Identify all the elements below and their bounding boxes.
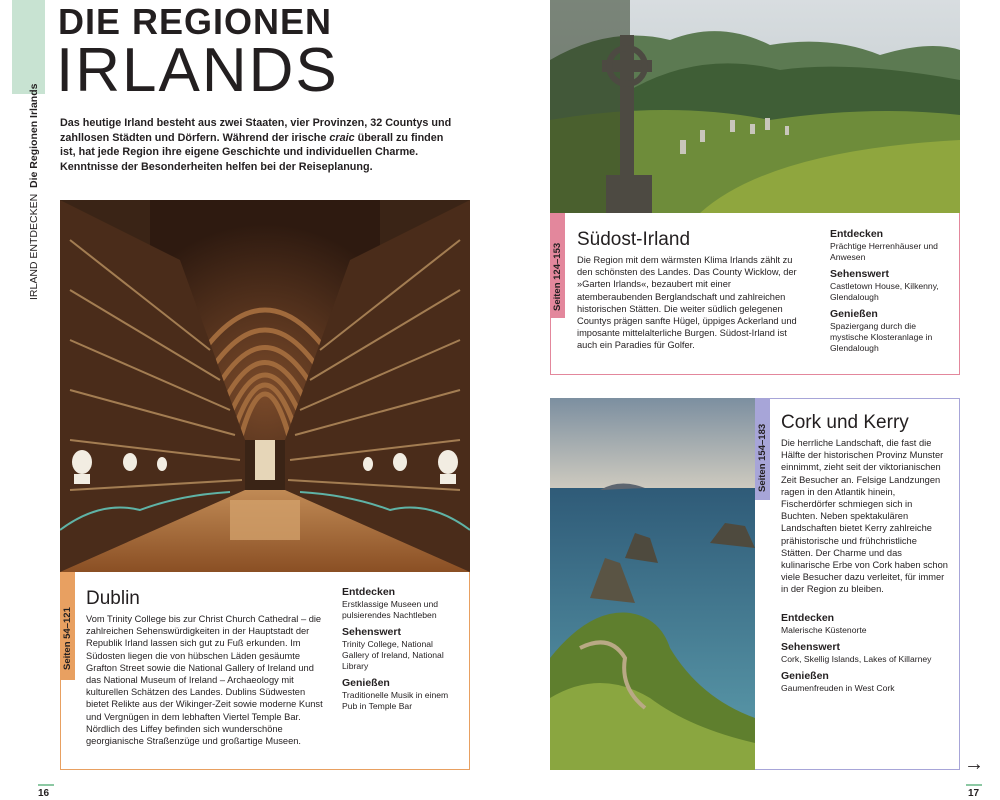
dublin-page-tab: Seiten 54–121	[60, 572, 75, 680]
page-number-rule-right	[966, 784, 982, 786]
suedost-highlights	[830, 228, 954, 359]
dublin-highlights	[342, 586, 462, 717]
entdecken-heading: Entdecken	[781, 612, 835, 624]
cork-body: Die herrliche Landschaft, die fast die Hälfte der historischen Provinz Munster einnimmt, zieht seit der viktorianischen Zeit Besucher an. Felsige Landzungen ragen in den Atlantik hinein, Fischerdörfer schmiegen sich in Buchten. Neben spektakulären Landschaften bietet Kerry zahlreiche prähistorische und frühchristliche Stätten. Der Charme und das kulinarische Erbe von Cork haben schon viele Besucher dazu verleitet, für immer in der Region zu bleiben.	[781, 438, 948, 595]
glendalough-photo	[550, 0, 960, 213]
dublin-title: Dublin	[86, 588, 140, 609]
suedost-title: Südost-Irland	[577, 229, 691, 250]
page-number-rule-left	[38, 784, 54, 786]
cork-page-tab: Seiten 154–183	[755, 398, 770, 500]
next-page-arrow-icon[interactable]: →	[964, 753, 984, 775]
section-label-bold: Die Regionen Irlands	[28, 83, 40, 188]
dublin-library-photo	[60, 200, 470, 572]
page-number-right: 17	[968, 788, 980, 799]
cork-coast-photo	[550, 398, 755, 770]
page-number-left: 16	[38, 788, 50, 799]
geniessen-text: Spaziergang durch die mystische Klosteranlage in Glendalough	[830, 321, 933, 353]
sehenswert-text: Trinity College, National Gallery of Ireland, National Library	[342, 639, 444, 671]
green-header-tab	[12, 0, 45, 94]
geniessen-heading: Genießen	[830, 308, 878, 320]
geniessen-heading: Genießen	[781, 670, 829, 682]
geniessen-text: Traditionelle Musik in einem Pub in Temple Bar	[342, 690, 449, 711]
sehenswert-heading: Sehenswert	[342, 626, 401, 638]
sehenswert-text: Castletown House, Kilkenny, Glendalough	[830, 281, 939, 302]
geniessen-heading: Genießen	[342, 677, 390, 689]
page-title-line1: DIE REGIONEN	[58, 1, 333, 42]
entdecken-heading: Entdecken	[830, 228, 884, 240]
dublin-body: Vom Trinity College bis zur Christ Church Cathedral – die zahlreichen Sehenswürdigkeiten in der Hauptstadt der Republik Irland lassen sich gut zu Fuß erkunden. Im Südosten liegen die von hübschen Läden gesäumte Grafton Street sowie die National Gallery of Ireland und das National Museum of Ireland – Archaeology mit kulturellen Schätzen des Landes. Dublins Südwesten bietet Relikte aus der Wikinger-Zeit sowie moderne Kunst und Vergnügen in dem lebhaften Viertel Temple Bar. Nördlich des Liffey befinden sich wunderschöne georgianische Straßenzüge und großartige Museen.	[86, 614, 323, 747]
geniessen-text: Gaumenfreuden in West Cork	[781, 683, 895, 693]
page-title-line2: IRLANDS	[56, 36, 339, 105]
entdecken-heading: Entdecken	[342, 586, 396, 598]
suedost-page-tab: Seiten 124–153	[550, 213, 565, 318]
suedost-body: Die Region mit dem wärmsten Klima Irlands zählt zu den schönsten des Landes. Das County Wicklow, der »Garten Irlands«, bezaubert mit einer atemberaubenden Berglandschaft und zahlreichen historischen Stätten. Die weiter südlich gelegenen Countys prägen sanfte Hügel, üppiges Ackerland und imposante mittelalterliche Burgen. Südost-Irland ist auch ein Paradies für Golfer.	[577, 255, 797, 351]
sehenswert-heading: Sehenswert	[781, 641, 840, 653]
entdecken-text: Prächtige Herrenhäuser und Anwesen	[830, 241, 938, 262]
cork-highlights	[781, 612, 951, 699]
entdecken-text: Erstklassige Museen und pulsierendes Nachtleben	[342, 599, 439, 620]
intro-paragraph: Das heutige Irland besteht aus zwei Staaten, vier Provinzen, 32 Countys und zahllosen Städten und Dörfern. Während der irische craic überall zu finden ist, hat jede Region ihre eigene Geschichte und individuellen Charme. Kenntnisse der Besonderheiten helfen bei der Reiseplanung.	[60, 117, 452, 173]
cork-title: Cork und Kerry	[781, 412, 909, 433]
section-label-plain: IRLAND ENTDECKEN	[28, 193, 40, 300]
sehenswert-text: Cork, Skellig Islands, Lakes of Killarney	[781, 654, 932, 664]
entdecken-text: Malerische Küstenorte	[781, 625, 867, 635]
section-side-label	[24, 83, 48, 310]
sehenswert-heading: Sehenswert	[830, 268, 889, 280]
